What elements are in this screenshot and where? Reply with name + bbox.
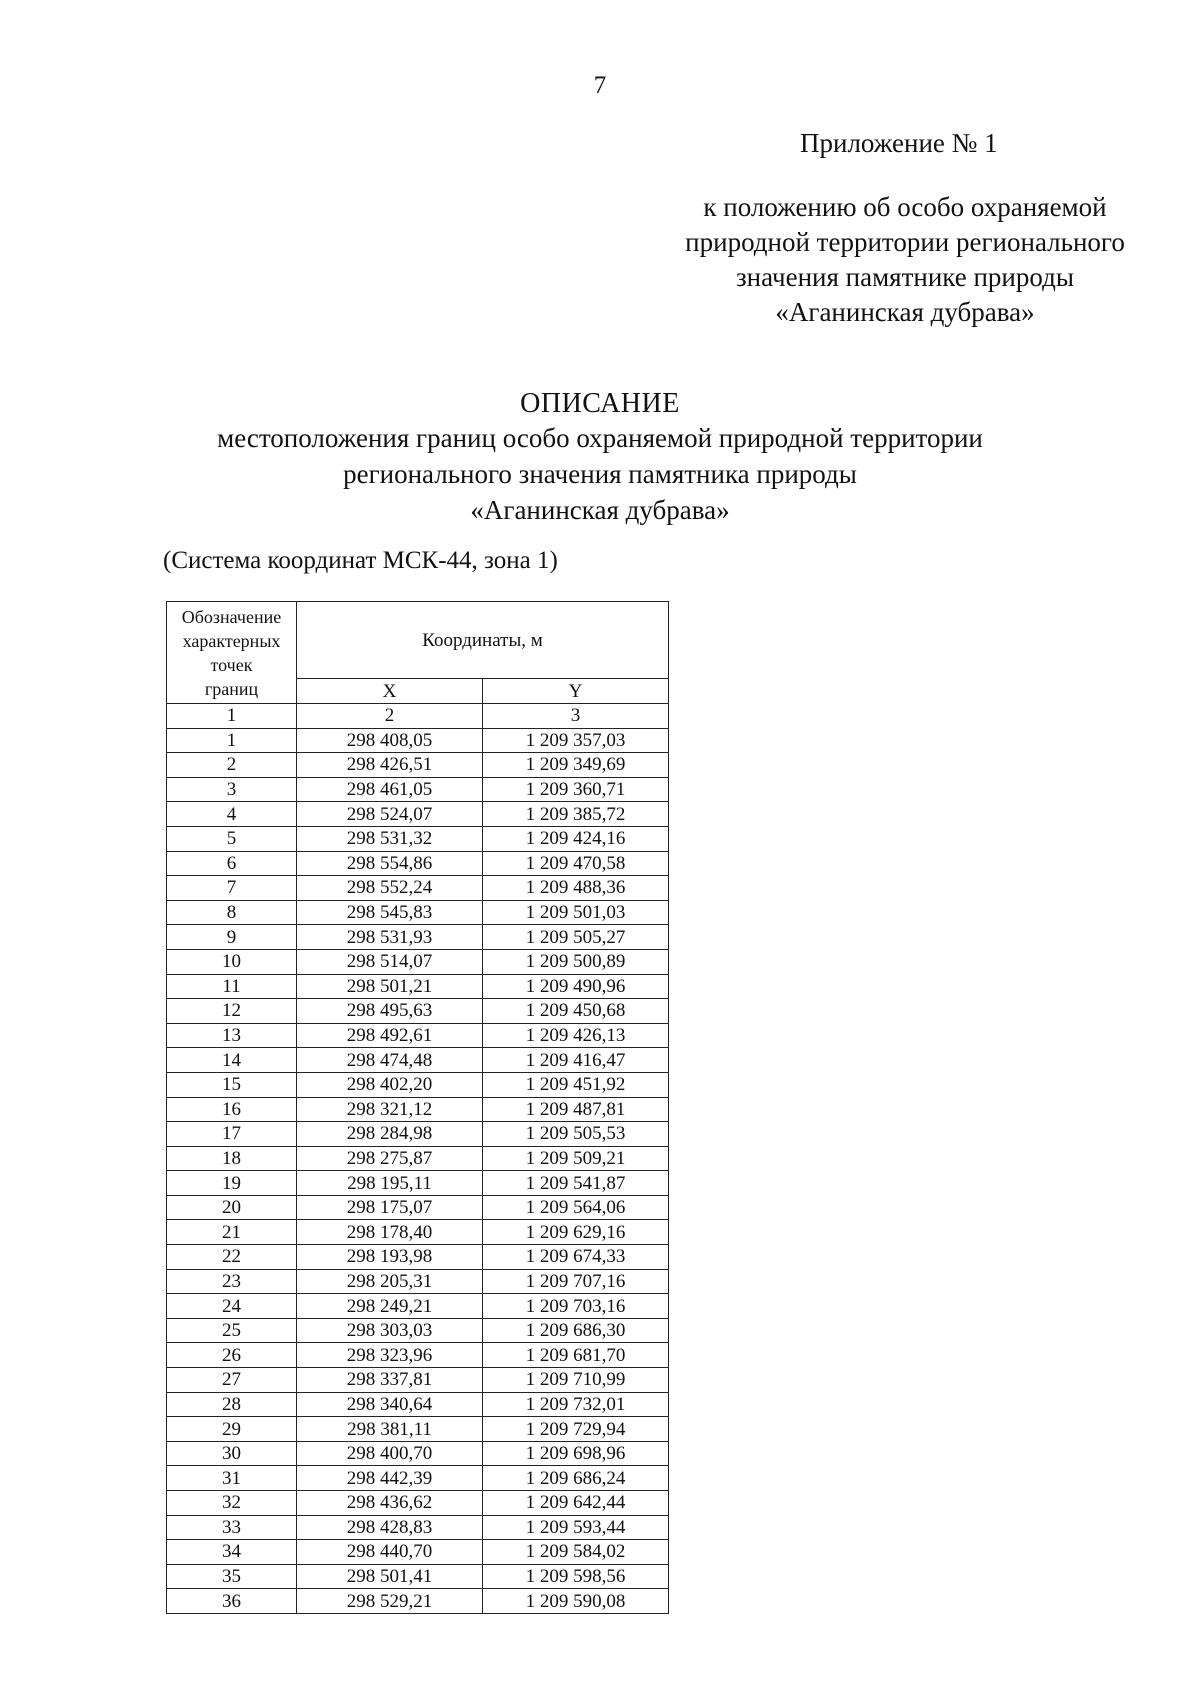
y-coordinate-cell: 1 209 360,71 — [483, 777, 669, 802]
x-coordinate-cell: 298 552,24 — [297, 876, 483, 901]
y-coordinate-cell: 1 209 732,01 — [483, 1392, 669, 1417]
subheading-line: «Аганинская дубрава» — [470, 495, 730, 525]
point-number-cell: 29 — [167, 1417, 297, 1442]
y-coordinate-cell: 1 209 505,53 — [483, 1122, 669, 1147]
y-coordinate-cell: 1 209 488,36 — [483, 876, 669, 901]
y-coordinate-cell: 1 209 490,96 — [483, 974, 669, 999]
table-row — [167, 1097, 669, 1122]
x-coordinate-cell: 298 195,11 — [297, 1171, 483, 1196]
y-coordinate-cell: 1 209 629,16 — [483, 1220, 669, 1245]
header-points-line: точек — [210, 654, 253, 675]
point-number-cell: 24 — [167, 1294, 297, 1319]
x-coordinate-cell: 298 442,39 — [297, 1466, 483, 1491]
table-row — [167, 1171, 669, 1196]
table-row — [167, 753, 669, 778]
x-coordinate-cell: 298 321,12 — [297, 1097, 483, 1122]
header-points-line: характерных — [182, 630, 281, 651]
header-points-line: границ — [204, 678, 259, 699]
x-coordinate-cell: 298 381,11 — [297, 1417, 483, 1442]
x-coordinate-cell: 298 495,63 — [297, 999, 483, 1024]
point-number-cell: 20 — [167, 1195, 297, 1220]
x-coordinate-cell: 298 461,05 — [297, 777, 483, 802]
table-row — [167, 1343, 669, 1368]
y-coordinate-cell: 1 209 686,24 — [483, 1466, 669, 1491]
x-coordinate-cell: 298 529,21 — [297, 1589, 483, 1614]
y-coordinate-cell: 1 209 598,56 — [483, 1564, 669, 1589]
appendix-line: природной территории регионального — [685, 227, 1125, 257]
point-number-cell: 32 — [167, 1491, 297, 1516]
y-coordinate-cell: 1 209 686,30 — [483, 1318, 669, 1343]
x-coordinate-cell: 298 249,21 — [297, 1294, 483, 1319]
point-number-cell: 17 — [167, 1122, 297, 1147]
x-coordinate-cell: 298 492,61 — [297, 1023, 483, 1048]
point-number-cell: 26 — [167, 1343, 297, 1368]
point-number-cell: 13 — [167, 1023, 297, 1048]
point-number-cell: 19 — [167, 1171, 297, 1196]
header-coordinates: Координаты, м — [297, 602, 669, 679]
y-coordinate-cell: 1 209 426,13 — [483, 1023, 669, 1048]
y-coordinate-cell: 1 209 501,03 — [483, 900, 669, 925]
table-row — [167, 1368, 669, 1393]
table-row — [167, 1318, 669, 1343]
point-number-cell: 5 — [167, 826, 297, 851]
column-numbering-row — [167, 704, 669, 729]
x-coordinate-cell: 298 275,87 — [297, 1146, 483, 1171]
x-coordinate-cell: 298 554,86 — [297, 851, 483, 876]
point-number-cell: 2 — [167, 753, 297, 778]
y-coordinate-cell: 1 209 509,21 — [483, 1146, 669, 1171]
table-row — [167, 974, 669, 999]
table-row — [167, 1564, 669, 1589]
table-row — [167, 1589, 669, 1614]
point-number-cell: 7 — [167, 876, 297, 901]
column-number: 1 — [167, 704, 297, 729]
y-coordinate-cell: 1 209 564,06 — [483, 1195, 669, 1220]
point-number-cell: 30 — [167, 1441, 297, 1466]
x-coordinate-cell: 298 303,03 — [297, 1318, 483, 1343]
table-row — [167, 826, 669, 851]
x-coordinate-cell: 298 428,83 — [297, 1515, 483, 1540]
page-number: 7 — [593, 72, 607, 99]
table-row — [167, 1417, 669, 1442]
y-coordinate-cell: 1 209 500,89 — [483, 949, 669, 974]
x-coordinate-cell: 298 426,51 — [297, 753, 483, 778]
appendix-line: «Аганинская дубрава» — [775, 297, 1035, 327]
y-coordinate-cell: 1 209 674,33 — [483, 1245, 669, 1270]
x-coordinate-cell: 298 323,96 — [297, 1343, 483, 1368]
y-coordinate-cell: 1 209 357,03 — [483, 728, 669, 753]
column-number: 3 — [483, 704, 669, 729]
y-coordinate-cell: 1 209 681,70 — [483, 1343, 669, 1368]
point-number-cell: 25 — [167, 1318, 297, 1343]
point-number-cell: 16 — [167, 1097, 297, 1122]
table-body — [167, 704, 669, 1614]
point-number-cell: 21 — [167, 1220, 297, 1245]
y-coordinate-cell: 1 209 541,87 — [483, 1171, 669, 1196]
x-coordinate-cell: 298 402,20 — [297, 1072, 483, 1097]
document-subheading — [150, 420, 1050, 528]
point-number-cell: 36 — [167, 1589, 297, 1614]
point-number-cell: 6 — [167, 851, 297, 876]
table-row — [167, 1392, 669, 1417]
point-number-cell: 33 — [167, 1515, 297, 1540]
document-heading: ОПИСАНИЕ — [520, 388, 680, 419]
point-number-cell: 4 — [167, 802, 297, 827]
table-row — [167, 1048, 669, 1073]
y-coordinate-cell: 1 209 349,69 — [483, 753, 669, 778]
x-coordinate-cell: 298 436,62 — [297, 1491, 483, 1516]
point-number-cell: 12 — [167, 999, 297, 1024]
y-coordinate-cell: 1 209 451,92 — [483, 1072, 669, 1097]
table-row — [167, 728, 669, 753]
point-number-cell: 10 — [167, 949, 297, 974]
appendix-subtitle — [670, 190, 1140, 330]
x-coordinate-cell: 298 524,07 — [297, 802, 483, 827]
y-coordinate-cell: 1 209 584,02 — [483, 1540, 669, 1565]
x-coordinate-cell: 298 337,81 — [297, 1368, 483, 1393]
point-number-cell: 8 — [167, 900, 297, 925]
header-points-cell — [167, 602, 297, 704]
table-row — [167, 1540, 669, 1565]
x-coordinate-cell: 298 193,98 — [297, 1245, 483, 1270]
coordinate-system-note: (Система координат МСК-44, зона 1) — [163, 547, 558, 574]
table-row — [167, 1466, 669, 1491]
table-row — [167, 925, 669, 950]
point-number-cell: 28 — [167, 1392, 297, 1417]
point-number-cell: 11 — [167, 974, 297, 999]
coordinates-table — [166, 601, 669, 1614]
y-coordinate-cell: 1 209 487,81 — [483, 1097, 669, 1122]
table-row — [167, 802, 669, 827]
y-coordinate-cell: 1 209 642,44 — [483, 1491, 669, 1516]
table-row — [167, 1072, 669, 1097]
x-coordinate-cell: 298 501,21 — [297, 974, 483, 999]
point-number-cell: 3 — [167, 777, 297, 802]
table-row — [167, 1491, 669, 1516]
x-coordinate-cell: 298 284,98 — [297, 1122, 483, 1147]
point-number-cell: 34 — [167, 1540, 297, 1565]
table-row — [167, 1441, 669, 1466]
x-coordinate-cell: 298 400,70 — [297, 1441, 483, 1466]
x-coordinate-cell: 298 545,83 — [297, 900, 483, 925]
table-row — [167, 900, 669, 925]
point-number-cell: 31 — [167, 1466, 297, 1491]
x-coordinate-cell: 298 205,31 — [297, 1269, 483, 1294]
table-row — [167, 777, 669, 802]
x-coordinate-cell: 298 531,93 — [297, 925, 483, 950]
table-row — [167, 1245, 669, 1270]
subheading-line: регионального значения памятника природы — [343, 459, 857, 489]
point-number-cell: 22 — [167, 1245, 297, 1270]
y-coordinate-cell: 1 209 450,68 — [483, 999, 669, 1024]
y-coordinate-cell: 1 209 710,99 — [483, 1368, 669, 1393]
table-row — [167, 1023, 669, 1048]
point-number-cell: 15 — [167, 1072, 297, 1097]
x-coordinate-cell: 298 408,05 — [297, 728, 483, 753]
table-row — [167, 851, 669, 876]
y-coordinate-cell: 1 209 385,72 — [483, 802, 669, 827]
x-coordinate-cell: 298 514,07 — [297, 949, 483, 974]
x-coordinate-cell: 298 501,41 — [297, 1564, 483, 1589]
table-row — [167, 1294, 669, 1319]
y-coordinate-cell: 1 209 416,47 — [483, 1048, 669, 1073]
table-row — [167, 949, 669, 974]
appendix-title: Приложение № 1 — [800, 128, 998, 158]
subheading-line: местоположения границ особо охраняемой природной территории — [217, 423, 983, 453]
y-coordinate-cell: 1 209 590,08 — [483, 1589, 669, 1614]
column-number: 2 — [297, 704, 483, 729]
y-coordinate-cell: 1 209 593,44 — [483, 1515, 669, 1540]
x-coordinate-cell: 298 175,07 — [297, 1195, 483, 1220]
y-coordinate-cell: 1 209 703,16 — [483, 1294, 669, 1319]
table-row — [167, 1195, 669, 1220]
appendix-line: значения памятнике природы — [736, 262, 1074, 292]
y-coordinate-cell: 1 209 424,16 — [483, 826, 669, 851]
table-row — [167, 999, 669, 1024]
x-coordinate-cell: 298 178,40 — [297, 1220, 483, 1245]
point-number-cell: 1 — [167, 728, 297, 753]
y-coordinate-cell: 1 209 505,27 — [483, 925, 669, 950]
point-number-cell: 9 — [167, 925, 297, 950]
table-row — [167, 1515, 669, 1540]
point-number-cell: 14 — [167, 1048, 297, 1073]
header-y: Y — [483, 679, 669, 704]
y-coordinate-cell: 1 209 698,96 — [483, 1441, 669, 1466]
point-number-cell: 27 — [167, 1368, 297, 1393]
header-points-line: Обозначение — [181, 606, 282, 627]
y-coordinate-cell: 1 209 729,94 — [483, 1417, 669, 1442]
x-coordinate-cell: 298 531,32 — [297, 826, 483, 851]
table-row — [167, 1122, 669, 1147]
point-number-cell: 23 — [167, 1269, 297, 1294]
y-coordinate-cell: 1 209 707,16 — [483, 1269, 669, 1294]
x-coordinate-cell: 298 474,48 — [297, 1048, 483, 1073]
point-number-cell: 18 — [167, 1146, 297, 1171]
table-row — [167, 1269, 669, 1294]
y-coordinate-cell: 1 209 470,58 — [483, 851, 669, 876]
appendix-line: к положению об особо охраняемой — [703, 192, 1107, 222]
header-x: X — [297, 679, 483, 704]
point-number-cell: 35 — [167, 1564, 297, 1589]
table-row — [167, 876, 669, 901]
table-row — [167, 1220, 669, 1245]
x-coordinate-cell: 298 340,64 — [297, 1392, 483, 1417]
table-row — [167, 1146, 669, 1171]
x-coordinate-cell: 298 440,70 — [297, 1540, 483, 1565]
